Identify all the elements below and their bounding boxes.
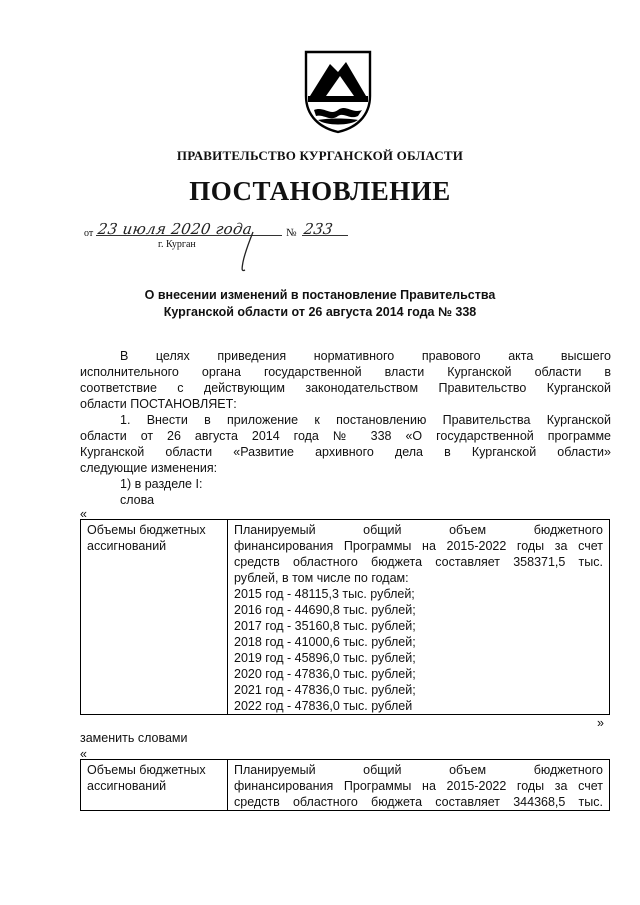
open-quote-1: « — [80, 507, 87, 521]
year-row: 2015 год - 48115,3 тыс. рублей; — [234, 587, 415, 601]
preamble-line-2: исполнительного органа государственной власти Курганской области в — [80, 365, 611, 379]
coat-of-arms-icon — [302, 50, 374, 134]
preamble-line-4: области ПОСТАНОВЛЯЕТ: — [80, 397, 237, 411]
label-line-2: ассигнований — [87, 539, 167, 553]
old-table-block — [80, 519, 610, 715]
value-line-2: финансирования Программы на 2015-2022 годы за счет — [234, 539, 603, 553]
preamble-line-1: В целях приведения нормативного правового акта высшего — [120, 349, 611, 363]
budget-table-new — [80, 759, 610, 811]
city-name: г. Курган — [158, 239, 196, 250]
new-table-block — [80, 759, 610, 811]
value-line-3: средств областного бюджета составляет 358371,5 тыс. — [234, 555, 603, 569]
table-row — [81, 520, 610, 715]
budget-table-old — [80, 519, 610, 715]
table-label-cell — [81, 760, 228, 811]
number-prefix: № — [286, 227, 297, 239]
year-row: 2018 год - 41000,6 тыс. рублей; — [234, 635, 416, 649]
table-label-cell — [81, 520, 228, 715]
value-line-1: Планируемый общий объем бюджетного — [234, 763, 603, 777]
year-row: 2019 год - 45896,0 тыс. рублей; — [234, 651, 416, 665]
table-row — [81, 760, 610, 811]
year-row: 2021 год - 47836,0 тыс. рублей; — [234, 683, 416, 697]
number-underline — [302, 235, 348, 236]
label-line-1: Объемы бюджетных — [87, 763, 206, 777]
document-body — [80, 348, 611, 508]
table-value-cell — [228, 520, 610, 715]
handwritten-number: 233 — [302, 220, 334, 238]
item1-line-2: области от 26 августа 2014 года № 338 «О государственной программе — [80, 429, 611, 443]
date-line — [84, 222, 384, 274]
date-prefix: от — [84, 228, 94, 239]
words-label: слова — [120, 493, 155, 507]
government-name: ПРАВИТЕЛЬСТВО КУРГАНСКОЙ ОБЛАСТИ — [176, 148, 464, 163]
value-line-1: Планируемый общий объем бюджетного — [234, 523, 603, 537]
value-line-2: финансирования Программы на 2015-2022 годы за счет — [234, 779, 603, 793]
year-row: 2017 год - 35160,8 тыс. рублей; — [234, 619, 416, 633]
replace-with-label: заменить словами — [80, 731, 188, 745]
year-row: 2016 год - 44690,8 тыс. рублей; — [234, 603, 416, 617]
preamble-line-3: соответствие с действующим законодательством Правительство Курганской — [80, 381, 611, 395]
table-value-cell — [228, 760, 610, 811]
handwritten-date: 23 июля 2020 года — [96, 220, 254, 238]
item1-line-3: Курганской области «Развитие архивного дела в Курганской области» — [80, 445, 611, 459]
value-line-4: рублей, в том числе по годам: — [234, 571, 409, 585]
title-line-1: О внесении изменений в постановление Правительства — [144, 288, 496, 302]
title-line-2: Курганской области от 26 августа 2014 года № 338 — [163, 305, 477, 319]
item1-line-4: следующие изменения: — [80, 461, 218, 475]
value-line-3: средств областного бюджета составляет 344368,5 тыс. — [234, 795, 603, 809]
year-row: 2020 год - 47836,0 тыс. рублей; — [234, 667, 416, 681]
signature-stroke-icon — [229, 230, 259, 276]
close-quote: » — [597, 716, 604, 730]
subitem: 1) в разделе I: — [120, 477, 203, 491]
document-type: ПОСТАНОВЛЕНИЕ — [189, 176, 451, 206]
year-row: 2022 год - 47836,0 тыс. рублей — [234, 699, 413, 713]
label-line-1: Объемы бюджетных — [87, 523, 206, 537]
item1-line-1: 1. Внести в приложение к постановлению Правительства Курганской — [120, 413, 611, 427]
label-line-2: ассигнований — [87, 779, 167, 793]
open-quote-2: « — [80, 747, 87, 761]
document-title — [60, 287, 580, 321]
